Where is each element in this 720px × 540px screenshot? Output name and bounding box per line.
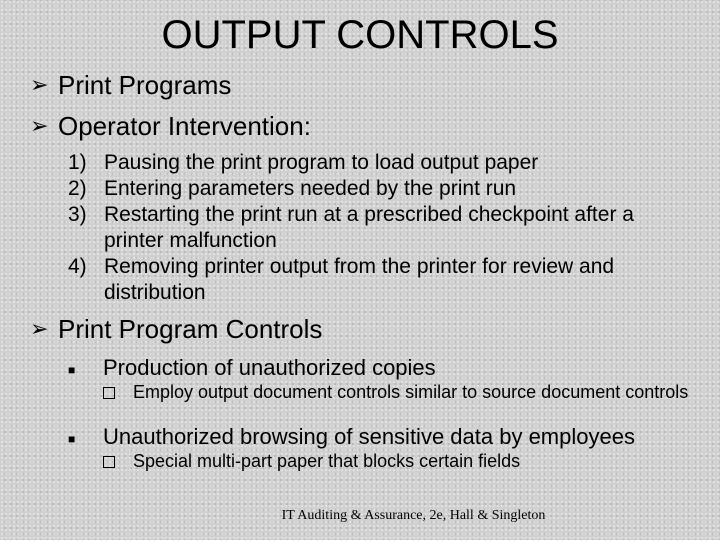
step-2 <box>68 176 664 202</box>
bullet-print-programs <box>30 70 231 100</box>
step-4 <box>68 254 664 306</box>
bullet-label: Print Program Controls <box>58 314 323 344</box>
bullet-operator-intervention <box>30 111 311 141</box>
step-3 <box>68 202 664 254</box>
step-text: Entering parameters needed by the print run <box>104 177 517 200</box>
control-2-label: Unauthorized browsing of sensitive data by employees <box>103 424 635 449</box>
control-detail-text: Special multi-part paper that blocks certain fields <box>133 451 521 471</box>
step-text: Restarting the print run at a prescribed checkpoint after a printer malfunction <box>104 203 634 252</box>
arrow-bullet-icon: ➢ <box>30 72 49 97</box>
step-number: 1) <box>68 151 87 174</box>
bullet-print-program-controls <box>30 314 322 344</box>
square-bullet-icon: ■ <box>68 363 76 377</box>
bullet-label: Operator Intervention: <box>58 111 311 141</box>
step-number: 4) <box>68 255 87 278</box>
slide-title: OUTPUT CONTROLS <box>161 13 559 57</box>
slide-footer: IT Auditing & Assurance, 2e, Hall & Singleton <box>281 508 546 523</box>
step-1 <box>68 150 664 176</box>
checkbox-bullet-icon <box>103 382 133 403</box>
step-number: 3) <box>68 203 87 226</box>
arrow-bullet-icon: ➢ <box>30 113 49 138</box>
step-number: 2) <box>68 177 87 200</box>
control-detail-text: Employ output document controls similar to source document controls <box>133 382 689 402</box>
bullet-label: Print Programs <box>58 70 232 100</box>
arrow-bullet-icon: ➢ <box>30 316 49 341</box>
step-text: Removing printer output from the printer for review and distribution <box>104 255 615 304</box>
control-1-label: Production of unauthorized copies <box>103 355 436 380</box>
checkbox-bullet-icon <box>103 451 133 472</box>
square-bullet-icon: ■ <box>68 432 76 446</box>
control-1-detail <box>103 382 693 403</box>
control-2-detail <box>103 451 693 472</box>
step-text: Pausing the print program to load output paper <box>104 151 539 174</box>
